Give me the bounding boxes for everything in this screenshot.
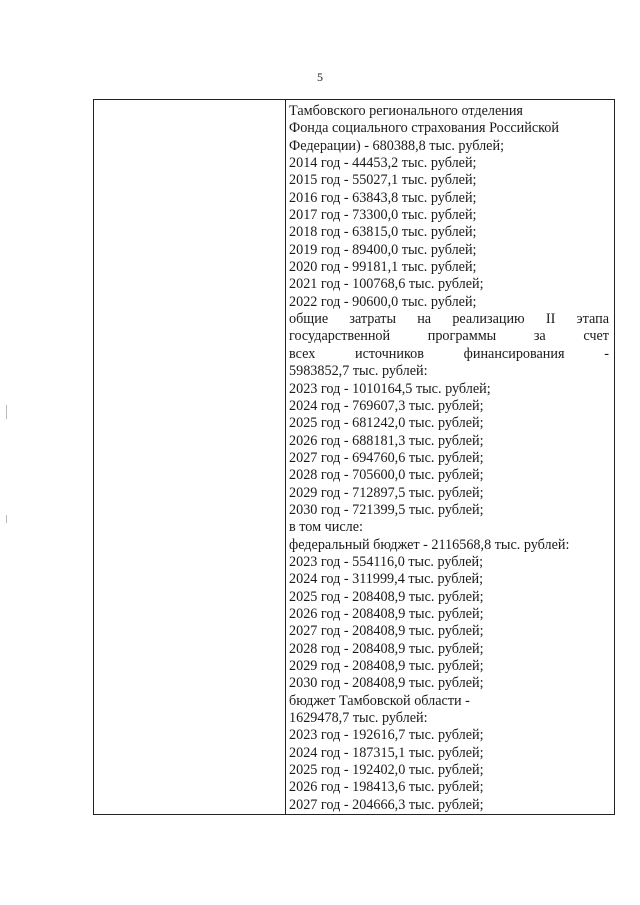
text-line: Тамбовского регионального отделения <box>289 103 523 119</box>
word: государственной <box>289 328 391 345</box>
text-line: 2027 год - 694760,6 тыс. рублей; <box>289 449 484 466</box>
scan-margin-mark <box>6 515 7 523</box>
text-line: 2028 год - 705600,0 тыс. рублей; <box>289 467 484 484</box>
word: финансирования <box>463 345 565 362</box>
text-line: 2026 год - 208408,9 тыс. рублей; <box>289 605 484 622</box>
text-line: 2026 год - 198413,6 тыс. рублей; <box>289 779 484 796</box>
table-right-cell <box>289 103 609 814</box>
text-line: 2017 год - 73300,0 тыс. рублей; <box>289 207 477 224</box>
text-line: 2028 год - 208408,9 тыс. рублей; <box>289 640 484 657</box>
justified-line <box>289 328 609 345</box>
text-line: Федерации) - 680388,8 тыс. рублей; <box>289 137 505 154</box>
word: затраты <box>349 311 397 328</box>
column-divider <box>285 100 286 814</box>
text-line: 2016 год - 63843,8 тыс. рублей; <box>289 189 477 206</box>
text-line: в том числе: <box>289 519 363 536</box>
word: за <box>533 328 546 345</box>
text-line: 2020 год - 99181,1 тыс. рублей; <box>289 259 477 276</box>
text-line: 2027 год - 208408,9 тыс. рублей; <box>289 623 484 640</box>
text-line: 2018 год - 63815,0 тыс. рублей; <box>289 224 477 241</box>
text-line: 2024 год - 311999,4 тыс. рублей; <box>289 571 484 588</box>
text-line: 2030 год - 208408,9 тыс. рублей; <box>289 675 484 692</box>
word: реализацию <box>452 311 525 328</box>
word: источников <box>355 345 424 362</box>
program-table <box>93 99 615 815</box>
text-line: 2024 год - 187315,1 тыс. рублей; <box>289 744 484 761</box>
word: на <box>417 311 432 328</box>
word: программы <box>427 328 497 345</box>
word: - <box>604 345 609 362</box>
text-line: 2021 год - 100768,6 тыс. рублей; <box>289 276 484 293</box>
text-line: 2019 год - 89400,0 тыс. рублей; <box>289 241 477 258</box>
word: этапа <box>576 311 609 328</box>
text-line: 2029 год - 712897,5 тыс. рублей; <box>289 484 484 501</box>
text-line: 2025 год - 208408,9 тыс. рублей; <box>289 588 484 605</box>
text-line: 2025 год - 192402,0 тыс. рублей; <box>289 762 484 779</box>
text-line: 2026 год - 688181,3 тыс. рублей; <box>289 432 484 449</box>
word: общие <box>289 311 329 328</box>
text-line: 2023 год - 192616,7 тыс. рублей; <box>289 727 484 744</box>
text-line: 5983852,7 тыс. рублей: <box>289 363 428 380</box>
page-number: 5 <box>317 70 323 84</box>
word: счет <box>583 328 609 345</box>
word: II <box>545 311 556 328</box>
text-line: 2023 год - 554116,0 тыс. рублей; <box>289 553 484 570</box>
text-line: 2015 год - 55027,1 тыс. рублей; <box>289 172 477 189</box>
text-line: федеральный бюджет - 2116568,8 тыс. рублей: <box>289 536 570 553</box>
text-line: 2029 год - 208408,9 тыс. рублей; <box>289 658 484 674</box>
funding-lines-top <box>289 103 609 311</box>
text-line: 2027 год - 204666,3 тыс. рублей; <box>289 796 484 813</box>
text-line: 2024 год - 769607,3 тыс. рублей; <box>289 397 484 414</box>
funding-lines-bottom <box>289 363 609 814</box>
text-line: бюджет Тамбовской области - <box>289 692 470 709</box>
text-line: 2025 год - 681242,0 тыс. рублей; <box>289 415 484 432</box>
justified-line <box>289 311 609 328</box>
text-line: 2030 год - 721399,5 тыс. рублей; <box>289 501 484 518</box>
text-line: Фонда социального страхования Российской <box>289 120 559 137</box>
text-line: 2022 год - 90600,0 тыс. рублей; <box>289 293 477 310</box>
text-line: 2014 год - 44453,2 тыс. рублей; <box>289 155 477 172</box>
text-line: 2023 год - 1010164,5 тыс. рублей; <box>289 380 491 397</box>
word: всех <box>289 345 316 362</box>
scan-margin-mark <box>6 405 7 419</box>
justified-line <box>289 346 609 363</box>
text-line: 1629478,7 тыс. рублей: <box>289 710 428 727</box>
